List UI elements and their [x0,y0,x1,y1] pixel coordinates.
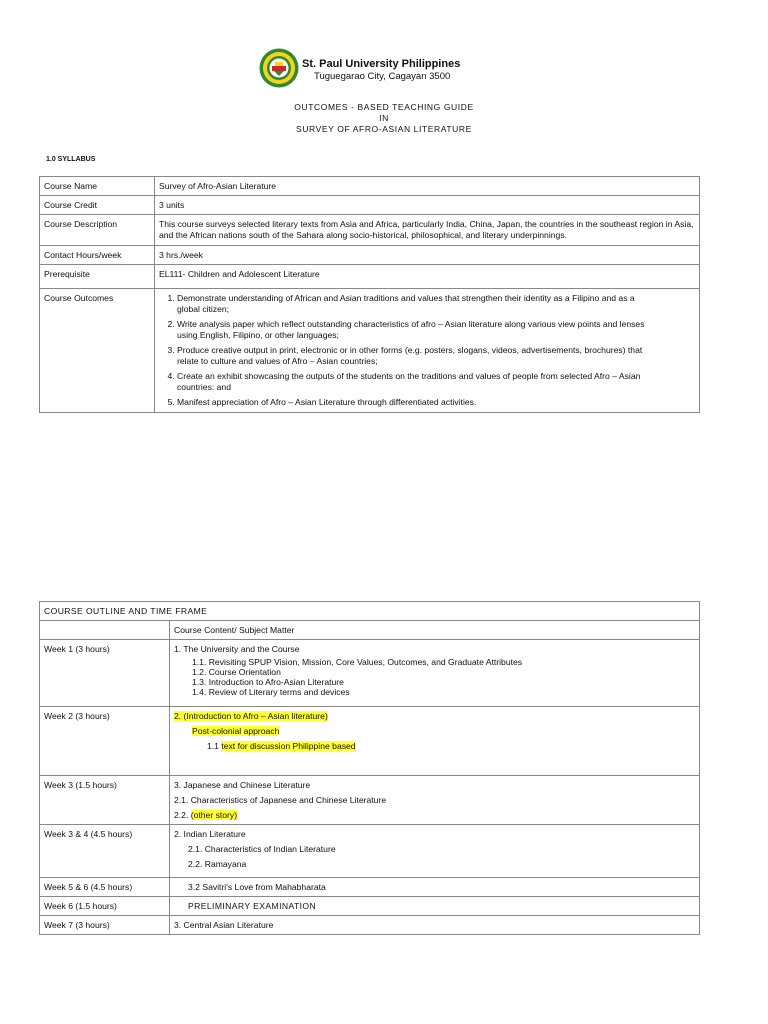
week-2-label: Week 2 (3 hours) [40,707,170,776]
week-7-label: Week 7 (3 hours) [40,916,170,935]
table-row [40,776,700,825]
week-1-sub-1: 1.1. Revisiting SPUP Vision, Mission, Core Values, Outcomes, and Graduate Attributes [192,657,523,667]
week-1-sub-4: 1.4. Review of Literary terms and devices [192,687,350,697]
course-outline-table [39,601,700,935]
table-row [40,196,700,215]
table-row [40,602,700,621]
list-item: 4. Create an exhibit showcasing the outputs of the students on the traditions and values of people from selected Afro – Asian countries: and [177,371,659,393]
university-city: Tuguegarao City, Cagayan 3500 [314,71,451,82]
week-3-4-main: 2. Indian Literature [174,829,246,839]
week-1-sub-3: 1.3. Introduction to Afro-Asian Literature [192,677,344,687]
week-5-6-content: 3.2 Savitri's Love from Mahabharata [170,878,700,897]
table-row [40,215,700,246]
week-3-4-content [170,825,700,878]
week-2-subsub-number: 1.1 [207,741,222,751]
content-header: Course Content/ Subject Matter [170,621,700,640]
week-5-6-label: Week 5 & 6 (4.5 hours) [40,878,170,897]
course-outcomes-value [155,289,700,413]
table-row [40,265,700,289]
list-item: 1. Demonstrate understanding of African and Asian traditions and values that strengthen their identity as a Filipino and as a global citizen; [177,293,659,315]
empty-cell [40,621,170,640]
week-2-main: 2. (Introduction to Afro – Asian literature) [174,711,328,721]
course-credit-label: Course Credit [40,196,155,215]
week-3-sub2-number: 2.2. [174,810,191,820]
week-3-4-label: Week 3 & 4 (4.5 hours) [40,825,170,878]
syllabus-table [39,176,700,413]
week-1-label: Week 1 (3 hours) [40,640,170,707]
course-outcomes-label: Course Outcomes [40,289,155,413]
table-row [40,897,700,916]
title-line-2: IN [379,113,389,123]
table-row [40,707,700,776]
course-credit-value: 3 units [155,196,700,215]
week-3-label: Week 3 (1.5 hours) [40,776,170,825]
week-2-content [170,707,700,776]
title-line-3: SURVEY OF AFRO-ASIAN LITERATURE [296,124,472,134]
list-item: 3. Produce creative output in print, electronic or in other forms (e.g. posters, slogans, videos, advertisements, brochures) that relate to culture and values of Afro – Asian countries; [177,345,659,367]
university-seal-logo [259,48,299,88]
week-3-4-sub-1: 2.1. Characteristics of Indian Literature [188,844,336,854]
week-3-4-sub-2: 2.2. Ramayana [188,859,247,869]
table-row [40,246,700,265]
outline-heading: COURSE OUTLINE AND TIME FRAME [40,602,700,621]
table-row [40,916,700,935]
outcomes-list [159,293,659,408]
week-3-sub: 2.1. Characteristics of Japanese and Chinese Literature [174,795,387,805]
course-name-value: Survey of Afro-Asian Literature [155,177,700,196]
university-name: St. Paul University Philippines [302,58,461,70]
week-6-label: Week 6 (1.5 hours) [40,897,170,916]
table-row [40,177,700,196]
document-title [0,102,768,135]
table-row [40,621,700,640]
week-3-main: 3. Japanese and Chinese Literature [174,780,311,790]
course-name-label: Course Name [40,177,155,196]
week-1-sub-2: 1.2. Course Orientation [192,667,281,677]
course-description-label: Course Description [40,215,155,246]
week-2-subsub: text for discussion Philippine based [221,741,356,751]
week-3-content [170,776,700,825]
course-description-value: This course surveys selected literary texts from Asia and Africa, particularly India, China, Japan, the countries in the southeast region in Asia, and the African nations south of the Sahara along socio-historical, philosophical, and literary underpinnings. [155,215,700,246]
list-item: 2. Write analysis paper which reflect outstanding characteristics of afro – Asian literature along various view points and lenses using English, Filipino, or other languages; [177,319,659,341]
prerequisite-value: EL111- Children and Adolescent Literature [155,265,700,289]
section-label: 1.0 SYLLABUS [46,156,96,163]
contact-hours-value: 3 hrs./week [155,246,700,265]
week-2-sub: Post-colonial approach [192,726,280,736]
prerequisite-label: Prerequisite [40,265,155,289]
table-row [40,289,700,413]
table-row [40,825,700,878]
contact-hours-label: Contact Hours/week [40,246,155,265]
list-item: 5. Manifest appreciation of Afro – Asian Literature through differentiated activities. [177,397,659,408]
week-1-main: 1. The University and the Course [174,644,300,654]
week-6-content: PRELIMINARY EXAMINATION [170,897,700,916]
table-row [40,878,700,897]
week-7-content: 3. Central Asian Literature [170,916,700,935]
table-row [40,640,700,707]
week-1-content [170,640,700,707]
week-3-sub2: (other story) [190,810,238,820]
title-line-1: OUTCOMES - BASED TEACHING GUIDE [294,102,474,112]
